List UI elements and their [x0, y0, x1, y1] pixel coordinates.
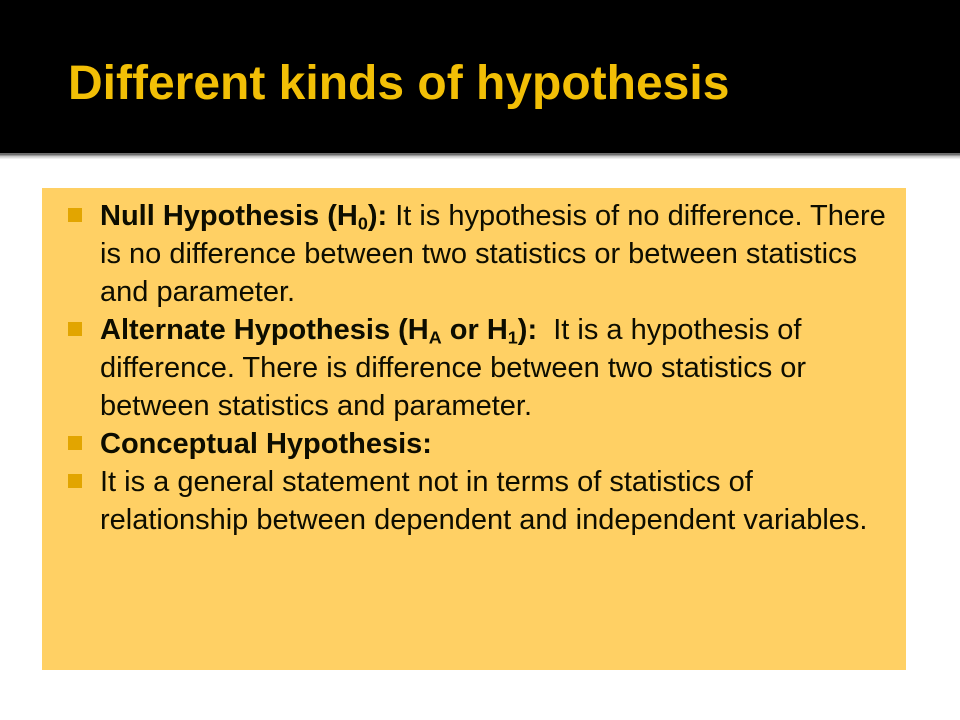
bullet-list	[68, 197, 888, 539]
slide-title: Different kinds of hypothesis	[68, 57, 730, 110]
bullet-text: Conceptual Hypothesis:	[100, 428, 432, 460]
bullet-square-icon	[68, 322, 82, 336]
bullet-text: It is a general statement not in terms of statistics of relationship between dependent and independent variables.	[100, 466, 868, 536]
list-item	[68, 463, 888, 539]
content-box	[42, 188, 906, 670]
slide-header	[0, 0, 960, 153]
bullet-text: Null Hypothesis $(H_0)$: It is hypothesis of no difference. There is no difference between two statistics or between statistics and parameter.	[100, 200, 886, 308]
header-divider	[0, 153, 960, 159]
bullet-square-icon	[68, 474, 82, 488]
bullet-square-icon	[68, 208, 82, 222]
list-item	[68, 425, 888, 463]
list-item	[68, 197, 888, 311]
bullet-text: Alternate Hypothesis ($H_A$ or $H_1$): It is a hypothesis of difference. There is difference between two statistics or between statistics and parameter.	[100, 314, 807, 422]
list-item	[68, 311, 888, 425]
bullet-square-icon	[68, 436, 82, 450]
